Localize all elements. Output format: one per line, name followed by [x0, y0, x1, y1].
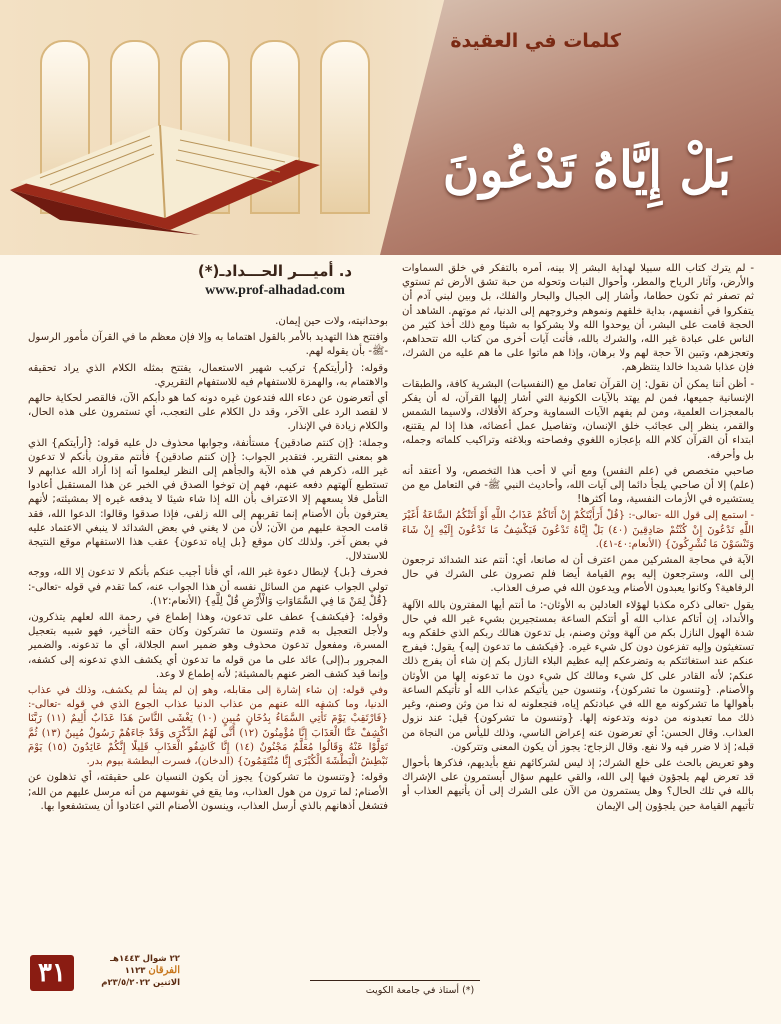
- author-website[interactable]: www.prof-alhadad.com: [205, 283, 345, 298]
- paragraph: الآية في محاجة المشركين ممن اعترف أن له صانعا، أي: أنتم عند الشدائد ترجعون إلى الله، وسترجعون إليه يوم القيامة أيضا فلم تصرون على الشرك في حال الرفاهية؟ وكانوا يعبدون الأصنام ويدعون الله في صرف العذاب.: [402, 555, 754, 595]
- issue-gregorian-date: الاثنين ٢٣/٥/٢٠٢٢م: [101, 978, 180, 988]
- paragraph: - أظن أننا يمكن أن نقول: إن القرآن تعامل مع (النفسيات) البشرية كافة، والطبقات الإنسانية جميعها، فمن لم يهتد بالآيات الكونية التي أشار إليها القرآن، له أن يفكر بالمعجزات العلمية، ومن لم يفهم الآيات السماوية وحركة الأفلاك، ولاسيما الشمس والقمر، ينظر إلى عجائب خلق الإنسان، وتفاصيل عمل أعضائه، هذا إذا لم يقتنع، ابتداء أن القرآن كلام الله بإعجازه اللغوي وفصاحته وبلاغته وتراكيب كلماته وجمله، بل وأحرفه.: [402, 378, 754, 461]
- footnote: (*) أستاذ في جامعة الكويت: [365, 985, 475, 996]
- paragraph: وجملة: {إن كنتم صادقين} مستأنفة، وجوابها محذوف دل عليه قوله: {أرأيتكم} الذي هو بمعنى التقرير. فتقدير الجواب: {إن كنتم صادقين} فأنتم مقرون بأنكم لا تدعون غير الله، ذكرهم في هذه الآية والجأهم إلى النظر ليعلموا أنه إذا أراد الله عذابهم لا تستطيع آلهتهم دفعه عنهم، فهم إن توخوا الصدق في الخبر عن هذا المستقبل أعادوا التأمل فلا يسعهم إلا الاعتراف بأن الله إذا شاء شيئا لا يدفعه غيره إلا بمشيئته; لأنهم يعترفون بأن الأصنام إنما تقربهم إلى الله زلفى، فإذا صدقوا وقالوا: الدعوا الله، فقد قامت الحجة عليهم من الآن; لأن من لا يغني في بعض الشدائد لا ينبغي الاعتماد عليه في بعض آخر. ولذلك كان موقع {بل إياه تدعون} عقب هذا الاستفهام موقع النتيجة للاستدلال.: [28, 437, 388, 563]
- paragraph: وقوله: {أرأيتكم} تركيب شهير الاستعمال، يفتتح بمثله الكلام الذي يراد تحقيقه والاهتمام به، والهمزة للاستفهام فيه للاستفهام التقريري.: [28, 362, 388, 388]
- verse-paragraph: وفي قوله: إن شاء إشارة إلى مقابله، وهو إن لم يشأ لم يكشف، وذلك في عذاب الدنيا، وما كشفه الله عنهم من عذاب الدنيا عذاب الجوع الذي في قوله -تعالى-: {فَارْتَقِبْ يَوْمَ تَأْتِي السَّمَاءُ بِدُخَانٍ مُبِينٍ (١٠) يَغْشَى النَّاسَ هَذَا عَذَابٌ أَلِيمٌ (١١) رَبَّنَا اكْشِفْ عَنَّا الْعَذَابَ إِنَّا مُؤْمِنُونَ (١٢) أَنَّى لَهُمُ الذِّكْرَى وَقَدْ جَاءَهُمْ رَسُولٌ مُبِينٌ (١٣) ثُمَّ تَوَلَّوْا عَنْهُ وَقَالُوا مُعَلَّمٌ مَجْنُونٌ (١٤) إِنَّا كَاشِفُو الْعَذَابِ قَلِيلًا إِنَّكُمْ عَائِدُونَ (١٥) يَوْمَ نَبْطِشُ الْبَطْشَةَ الْكُبْرَى إِنَّا مُنْتَقِمُونَ} (الدخان)، فسرت البطشة بيوم بدر.: [28, 685, 388, 768]
- footnote-rule: [310, 980, 480, 981]
- issue-number: ١١٢٣: [124, 966, 146, 976]
- paragraph: وهو تعريض بالحث على خلع الشرك; إذ ليس لشركائهم نفع بأيديهم، فذكرها بأحوال قد تعرض لهم يلجؤون فيها إلى الله، والقي عليهم سؤال أيستمرون على الإشراك بالله في تلك الحال؟ وهل يستمرون من الآن على الشرك إلى أن يأتيهم العذاب أو تأتيهم القيامة حين يلجؤون إلى الإيمان: [402, 757, 754, 812]
- headline-block: [392, 130, 781, 220]
- page-number: ٣١: [30, 955, 74, 991]
- section-title: كلمات في العقيدة: [450, 30, 621, 52]
- article-column-left: [28, 315, 388, 945]
- paragraph: أي أتعرضون عن دعاء الله فتدعون غيره دونه كما هو دأبكم الآن، فالقصر لحكاية حالهم لا لقصد الرد على الآخر، وقد دل الكلام على التعجب، أي تستمرون على هذه الحال، والكلام زيادة في الإنذار.: [28, 393, 388, 433]
- author-name: د. أميـــر الحـــدادـ(*): [197, 262, 353, 280]
- article-column-right: [402, 262, 754, 950]
- quran-book-icon: [0, 70, 330, 240]
- issue-hijri-date: ٢٢ شوال ١٤٤٣هـ: [110, 954, 180, 964]
- paragraph: فحرف {بل} لإبطال دعوة غير الله، أي فأنا أجيب عنكم بأنكم لا تدعون إلا الله، ووجه تولي الجواب عنهم من السائل نفسه أن هذا الجواب عنه، كما تقدم في قوله -تعالى-: {قُلْ لِمَنْ مَا فِي السَّمَاوَاتِ وَالْأَرْضِ قُلْ لِلَّهِ} (الأنعام:١٢).: [28, 567, 388, 607]
- paragraph: يقول -تعالى ذكره مكذبا لهؤلاء العادلين به الأوثان-: ما أنتم أيها المفترون بالله الآلهة والأنداد، إن أتاكم عذاب الله أو أتتكم الساعة بمستجيرين بشيء غير الله في حال شدة الهول النازل بكم من آلهة ووثن وصنم، بل تدعون هنالك ربكم الذي خلقكم وبه تستغيثون وإليه تفزعون دون كل شيء غيره. {فيكشف ما تدعون إليه} يقول: فيفرج عنكم عند استغاثتكم به وتضرعكم إليه عظيم البلاء النازل بكم إن شاء أن يفرج ذلك عنكم; لأنه القادر على كل شيء ومالك كل شيء دون ما تدعونه إلها من الأوثان والأصنام. {وتنسون ما تشركون}، وتنسون حين يأتيكم عذاب الله أو تأتيكم الساعة بأهوالها ما تشركونه مع الله في عبادتكم إياه، فتجعلونه له ندا من وثن وصنم، وغير ذلك مما تعبدونه من دونه وتدعونه إلها. {وتنسون ما تشركون} قيل: عند نزول العذاب. وقال الحسن: أي تعرضون عنه إعراض الناسي، وذلك لليأس من النجاة من قبله; إذ لا ضرر فيه ولا نفع. وقال الزجاج: يجوز أن يكون المعنى وتتركون.: [402, 599, 754, 753]
- paragraph: - لم يترك كتاب الله سبيلا لهداية البشر إلا بينه، أمره بالتفكر في خلق السماوات والأرض، وآثار الرياح والمطر، وأحوال النبات وتحوله من حبة تشق الأرض ثم تستوي ثم تصفر ثم تكون حطاما، وأشار إلى الجبال والبحار والفلك، بل وبين لبني آدم أن يتفكروا في أنفسهم، بداية خلقهم ونموهم وخروجهم إلى الدنيا، ثم موتهم. الشاهد أن الحجة قامت على البشر، أن يوحدوا الله ولا يشركوا به شيئا ومع ذلك أخذ كثير من الناس على عبادة غير الله، والشرك بالله، فأتت آيات أخرى من كتاب الله تتحداهم، وتعجزهم، وتبين الآ حجة لهم ولا برهان، وإذا هم ماتوا على ما هم عليه من الشرك، فإن عذابا شديدا خالدا ينتظرهم.: [402, 263, 754, 374]
- verse-paragraph: - استمع إلى قول الله -تعالى-: {قُلْ أَرَأَيْتَكُمْ إِنْ أَتَاكُمْ عَذَابُ اللَّهِ أَوْ أَتَتْكُمُ السَّاعَةُ أَغَيْرَ اللَّهِ تَدْعُونَ إِنْ كُنْتُمْ صَادِقِينَ (٤٠) بَلْ إِيَّاهُ تَدْعُونَ فَيَكْشِفُ مَا تَدْعُونَ إِلَيْهِ إِنْ شَاءَ وَتَنْسَوْنَ مَا تُشْرِكُونَ} (الأنعام:٤٠-٤١).: [402, 510, 754, 550]
- headline: بَلْ إِيَّاهُ تَدْعُونَ: [442, 140, 732, 199]
- magazine-brand: الفرقان: [148, 965, 180, 976]
- paragraph: وقوله: {وتنسون ما تشركون} يجوز أن يكون النسيان على حقيقته، أي تذهلون عن الأصنام; لما ترون من هول العذاب، وما يقع في نفوسهم من أنه مرسل عليهم من الله; فتشغل أذهانهم بالذي أرسل العذاب، وينسون الأصنام التي اعتادوا أن يستشفعوا بها.: [28, 772, 388, 812]
- issue-info: [80, 953, 180, 989]
- paragraph: بوحدانيته، ولات حين إيمان.: [275, 316, 388, 327]
- paragraph: وقوله: {فيكشف} عطف على تدعون، وهذا إطماع في رحمة الله لعلهم يتذكرون، ولأجل التعجيل به قدم وتنسون ما تشركون وكان حقه التأخير، فهو شبيه بتعجيل المسرة، ومفعول تدعون محذوف وهو ضمير اسم الجلالة، أي ما تدعونه. والضمير المجرور بـ(إلى) عائد على ما من قوله ما تدعون أي يكشف الذي تدعونه إلى كشفه، وإنما قيد كشف الضر عنهم بالمشيئة; لأنه إطماع لا وعد.: [28, 612, 388, 680]
- paragraph: وافتتح هذا التهديد بالأمر بالقول اهتماما به وإلا فإن معظم ما في القرآن مأمور الرسول -ﷺ- بأن يقوله لهم.: [28, 332, 388, 358]
- paragraph: صاحبي متخصص في (علم النفس) ومع أني لا أحب هذا التخصص، ولا أعتقد أنه (علم) إلا أن صاحبي يلجأ دائما إلى آيات الله، وأحاديث النبي ﷺ- في التعامل مع من يستشيره في الأزمات النفسية، وما أكثرها!: [402, 465, 754, 506]
